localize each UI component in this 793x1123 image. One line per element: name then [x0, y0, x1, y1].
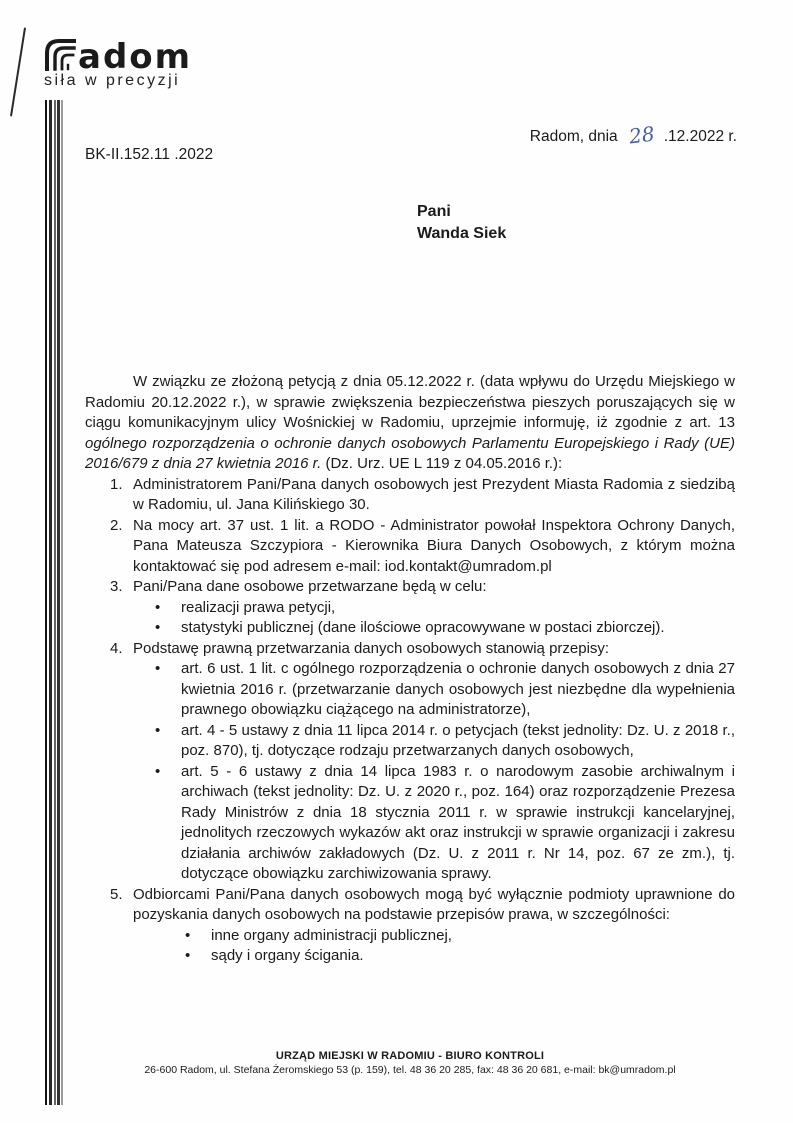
list-item-text: Na mocy art. 37 ust. 1 lit. a RODO - Administrator powołał Inspektora Ochrony Danych, Pana Mateusza Szczypiora - Kierownika Biura Danych Osobowych, z którym można kontaktować się pod adresem e-mail: iod.kontakt@umradom.pl	[133, 516, 735, 575]
list-item-text: Administratorem Pani/Pana danych osobowych jest Prezydent Miasta Radomia z siedzibą w Radomiu, ul. Jana Kilińskiego 30.	[133, 475, 735, 513]
recipient-block	[417, 201, 506, 245]
recipient-name: Wanda Siek	[417, 225, 507, 242]
letter-body	[85, 372, 735, 967]
footer-address-line: 26-600 Radom, ul. Stefana Żeromskiego 53 (p. 159), tel. 48 36 20 285, fax: 48 36 20 681, e-mail: bk@umradom.pl	[144, 1064, 676, 1076]
footer	[85, 1050, 735, 1076]
bullet-icon	[185, 926, 211, 947]
list-item-number: 2.	[110, 516, 123, 534]
list-item-1	[110, 475, 735, 516]
bullet-icon	[155, 762, 181, 885]
list-item-4-bullet-2	[155, 721, 735, 762]
intro-text: W związku ze złożoną petycją z dnia 05.12.2022 r. (data wpływu do Urzędu Miejskiego w Radomiu 20.12.2022 r.), w sprawie zwiększenia bezpieczeństwa pieszych poruszających się w ciągu komunikacyjnym ulicy Wośnickiej w Radomiu, uprzejmie informuję, iż zgodnie z art. 13	[85, 373, 735, 431]
date-suffix: .12.2022 r.	[663, 128, 737, 145]
list-item-5-bullet-2	[185, 946, 735, 967]
bullet-text: realizacji prawa petycji,	[181, 598, 336, 616]
list-item-4-bullet-1	[155, 659, 735, 721]
bullet-icon	[155, 618, 181, 639]
radom-ripple-r-icon	[47, 41, 74, 69]
recipient-salutation: Pani	[417, 203, 451, 220]
list-item-2	[110, 516, 735, 578]
logo-tagline: siła w precyzji	[44, 72, 181, 89]
list-item-3-bullet-2	[155, 618, 735, 639]
list-item-text: Odbiorcami Pani/Pana danych osobowych mogą być wyłącznie podmioty uprawnione do pozyskania danych osobowych na podstawie przepisów prawa, w szczególności:	[133, 885, 735, 923]
intro-legal-act-title: ogólnego rozporządzenia o ochronie danych osobowych Parlamentu Europejskiego i Rady (UE) 2016/679 z dnia 27 kwietnia 2016 r.	[85, 434, 735, 472]
list-item-3	[110, 577, 735, 598]
list-item-4-bullet-3	[155, 762, 735, 885]
list-item-5	[110, 885, 735, 926]
list-item-5-bullet-1	[185, 926, 735, 947]
date-line	[529, 121, 737, 149]
intro-journal-reference: (Dz. Urz. UE L 119 z 04.05.2016 r.):	[325, 455, 563, 472]
list-item-text: Pani/Pana dane osobowe przetwarzane będą w celu:	[133, 578, 487, 595]
handwritten-day: 28	[627, 121, 656, 149]
reference-number: BK-II.152.11 .2022	[85, 146, 214, 163]
bullet-icon	[155, 659, 181, 721]
list-item-number: 4.	[110, 639, 123, 657]
bullet-text: sądy i organy ścigania.	[211, 947, 364, 964]
intro-paragraph	[85, 372, 735, 475]
bullet-icon	[185, 946, 211, 967]
list-item-number: 1.	[110, 475, 123, 493]
bullet-icon	[155, 721, 181, 762]
letterhead	[44, 38, 209, 90]
bullet-text: statystyki publicznej (dane ilościowe opracowywane w postaci zbiorczej).	[181, 619, 665, 636]
pen-mark	[10, 27, 26, 116]
logo-wordmark: adom	[78, 38, 193, 71]
bullet-text: art. 4 - 5 ustawy z dnia 11 lipca 2014 r. o petycjach (tekst jednolity: Dz. U. z 2018 r., poz. 870), tj. dotyczące rodzaju przetwarzanych danych osobowych,	[181, 721, 735, 759]
stripe-band-decoration	[45, 100, 63, 1105]
list-item-4	[110, 639, 735, 660]
date-city-prefix: Radom, dnia	[529, 128, 618, 145]
list-item-number: 3.	[110, 578, 123, 595]
bullet-text: art. 6 ust. 1 lit. c ogólnego rozporządzenia o ochronie danych osobowych z dnia 27 kwietnia 2016 r. (przetwarzanie danych osobowych jest niezbędne dla wypełnienia prawnego obowiązku ciążącego na administratorze),	[181, 660, 735, 718]
list-item-3-bullet-1	[155, 598, 735, 619]
bullet-text: art. 5 - 6 ustawy z dnia 14 lipca 1983 r. o narodowym zasobie archiwalnym i archiwach (tekst jednolity: Dz. U. z 2020 r., poz. 164) oraz rozporządzenie Prezesa Rady Ministrów z dnia 18 stycznia 2011 r. w sprawie instrukcji kancelaryjnej, jednolitych rzeczowych wykazów akt oraz instrukcji w sprawie organizacji i zakresu działania archiwów zakładowych (Dz. U. z 2011 r. Nr 14, poz. 67 ze zm.), tj. dotyczące obowiązku zarchiwizowania sprawy.	[181, 762, 735, 882]
list-item-text: Podstawę prawną przetwarzania danych osobowych stanowią przepisy:	[133, 639, 610, 657]
footer-office-name: URZĄD MIEJSKI W RADOMIU - BIURO KONTROLI	[275, 1050, 545, 1062]
bullet-text: inne organy administracji publicznej,	[211, 926, 452, 944]
list-item-number: 5.	[110, 885, 123, 903]
bullet-icon	[155, 598, 181, 619]
radom-logo	[44, 38, 209, 71]
